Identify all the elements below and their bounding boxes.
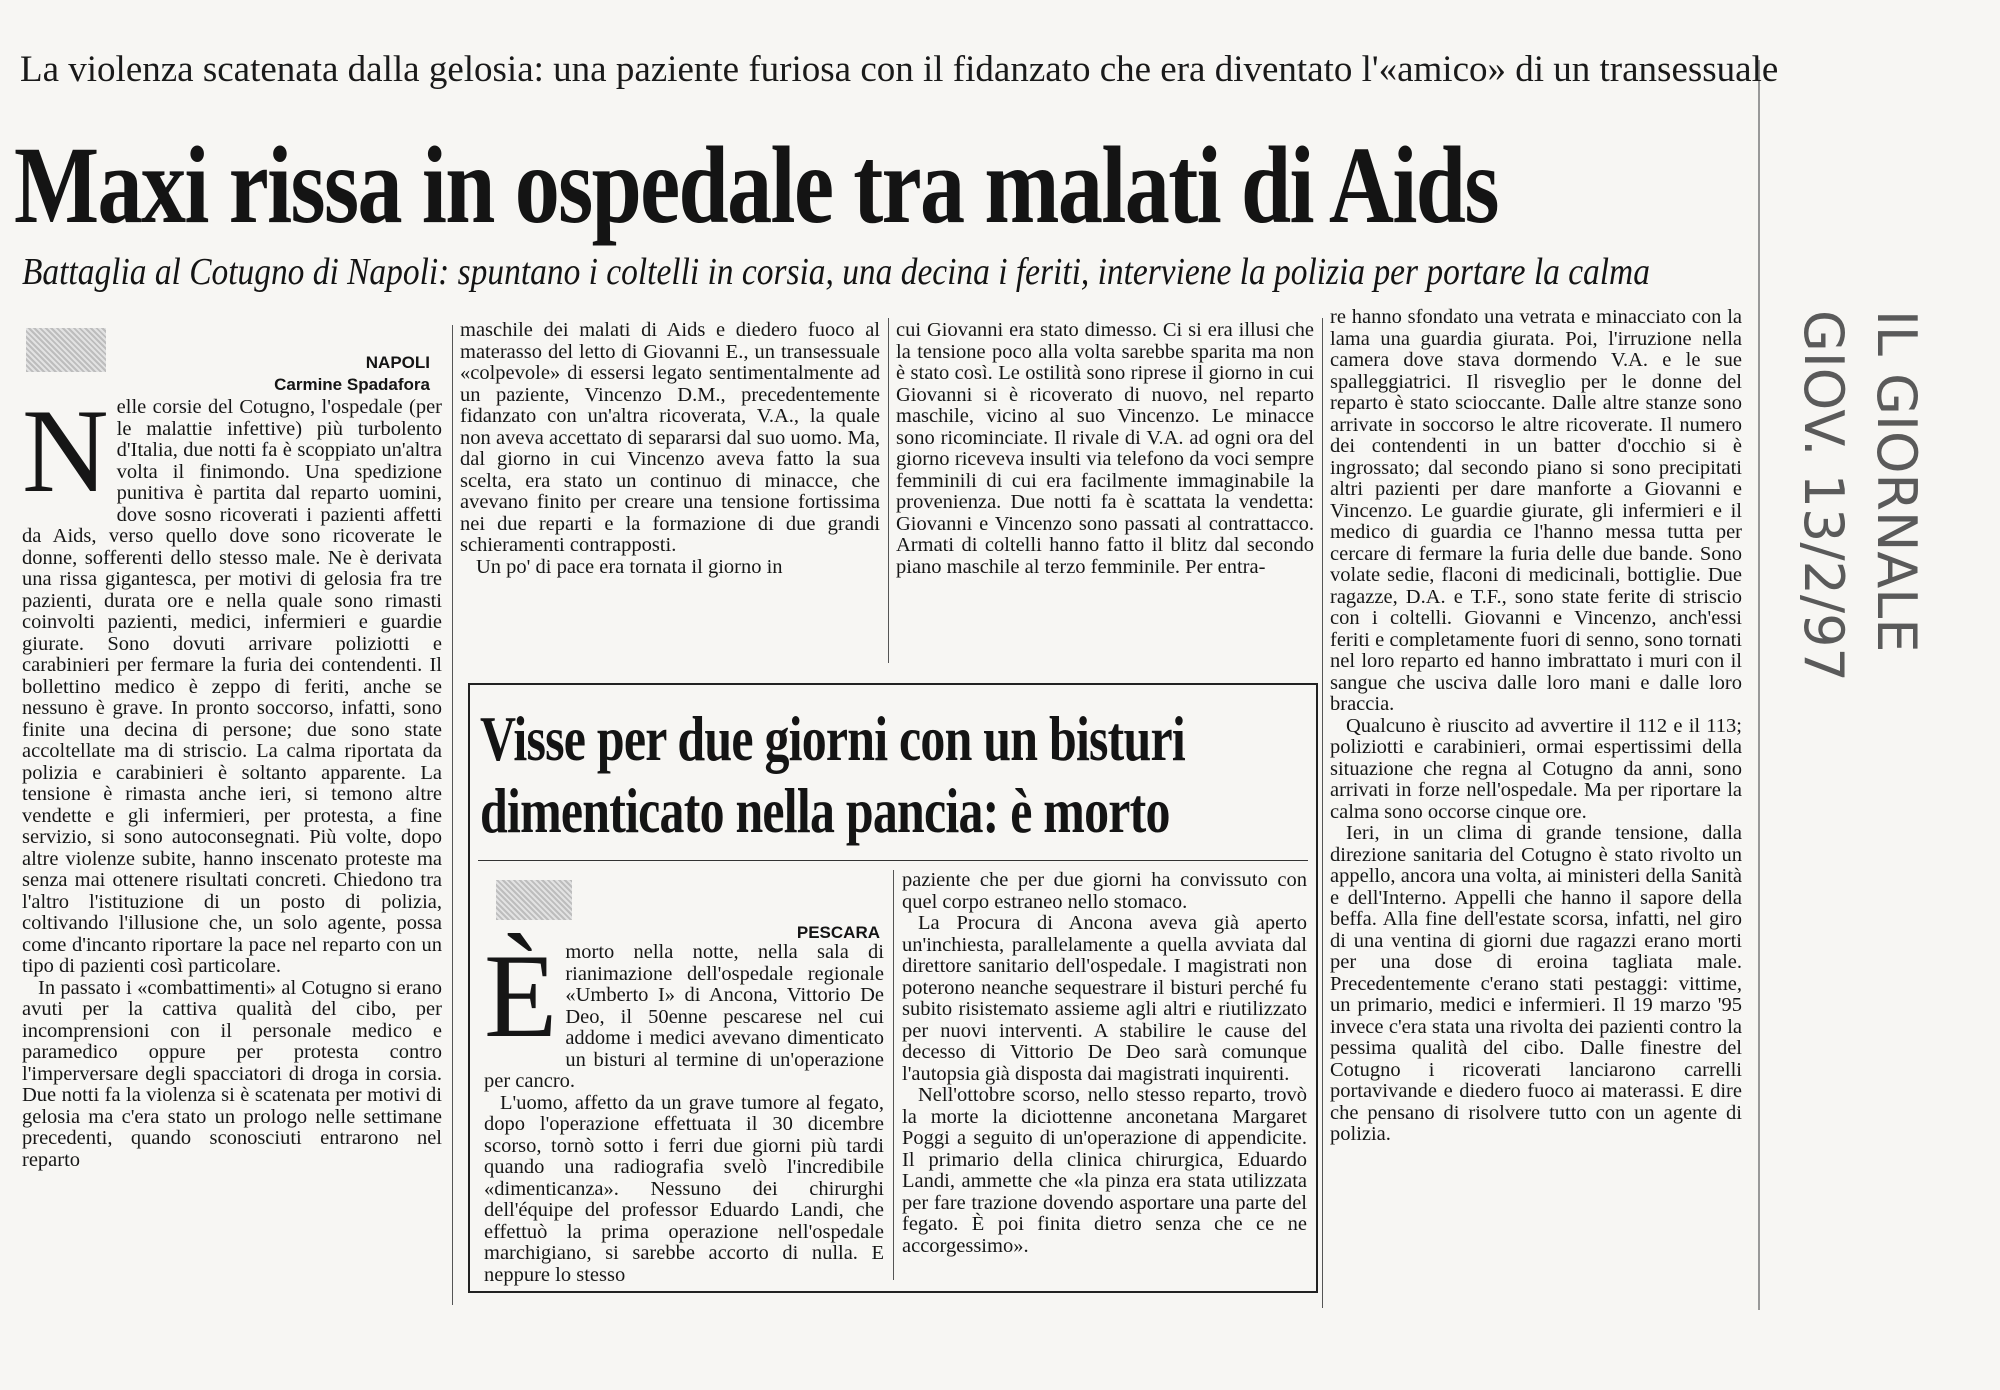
column-divider-1 xyxy=(452,325,453,1305)
article-dropcap: N xyxy=(22,384,109,517)
article-kicker: La violenza scatenata dalla gelosia: una paziente furiosa con il fidanzato che era diventato l'«amico» di un transessuale xyxy=(20,49,1779,90)
article-col2-paragraph-1: maschile dei malati di Aids e diedero fuoco al materasso del letto di Giovanni E., un transessuale «colpevole» di essersi legato sentimentalmente ad un paziente, Vincenzo D.M., precedentemente fidanzato con un'altra ricoverata, V.A., la quale non aveva accettato di separarsi dal suo uomo. Ma, dal giorno in cui Vincenzo aveva fatto la sua scelta, era stato un continuo di minacce, che avevano finito per creare una tensione fortissima nei due reparti e la formazione di due grandi schieramenti contrapposti. xyxy=(460,320,880,556)
boxed-col-a-paragraph-2: L'uomo, affetto da un grave tumore al fegato, dopo l'operazione effettuata il 30 dicembre scorso, tornò sotto i ferri due giorni più tardi quando una radiografia svelò l'incredibile «dimenticanza». Nessuno dei chirurghi dell'équipe del professor Eduardo Landi, che effettuò la prima operazione nell'ospedale marchigiano, si sarebbe accorto di nulla. E neppure lo stesso xyxy=(484,1091,884,1286)
article-col1-lead: elle corsie del Cotugno, l'ospedale (per le malattie infettive) più turbolento d'Italia, due notti fa è scoppiato un'altra volta il finimondo. Una spedizione punitiva è partita dal reparto uomini, dove sosno ricoverati i pazienti affetti da Aids, verso quello dove sono ricoverate le donne, sofferenti dello stesso male. Ne è derivata una rissa gigantesca, per motivi di gelosia fra tre pazienti, durata ore e nella quale sono rimasti coinvolti pazienti, medici, infermieri e guardie giurate. Sono dovuti arrivare poliziotti e carabinieri per fermare la furia dei contendenti. Il bollettino medico è zeppo di feriti, anche se nessuno è grave. In pronto soccorso, infatti, sono finite una decina di persone; due sono state accoltellate ma di striscio. La calma riportata da polizia e carabinieri è soltanto apparente. La tensione è rimasta anche ieri, si temono altre vendette e gli infermieri, per protesta, a fine servizio, si sono autoconsegnati. Più volte, dopo altre violenze subite, hanno inscenato proteste ma senza mai ottenere risultati concreti. Chiedono tra l'altro l'istituzione di un posto di polizia, coltivando l'illusione che, un solo agente, possa come d'incanto riportare la pace nel reparto con un tipo di pazienti così particolare. xyxy=(22,396,442,977)
boxed-column-divider xyxy=(893,870,894,1280)
boxed-col-b-paragraph-2: La Procura di Ancona aveva già aperto un'inchiesta, parallelamente a quella avviata dal direttore sanitario dell'ospedale. I magistrati non poterono neanche sequestrare il bisturi perché fu subito risistemato assieme agli altri e riutilizzato per nuovi interventi. A stabilire le cause del decesso di Vittorio De Deo sarà comunque l'autopsia già disposta dai magistrati inquirenti. xyxy=(902,912,1307,1085)
article-author: Carmine Spadafora xyxy=(274,375,430,394)
article-column-4 xyxy=(1330,307,1742,1307)
boxed-col-b-paragraph-1: paziente che per due giorni ha convissuto con quel corpo estraneo nello stomaco. xyxy=(902,870,1307,913)
boxed-article-column-b xyxy=(902,870,1307,1285)
article-col1-paragraph-2: In passato i «combattimenti» al Cotugno si erano avuti per la cattiva qualità del cibo, per incomprensioni con il personale medico e paramedico oppure per protesta contro l'imperversare degli spacciatori di droga in corsia. Due notti fa la violenza si è scatenata per motivi di gelosia ma c'era stato un prologo nelle settimane precedenti, quando sconosciuti entrarono nel reparto xyxy=(22,976,442,1171)
boxed-article-dateline: PESCARA xyxy=(796,923,880,942)
boxed-article-rule xyxy=(478,860,1308,861)
column-divider-2 xyxy=(888,318,889,663)
boxed-article-headline xyxy=(480,703,1185,847)
article-subhead: Battaglia al Cotugno di Napoli: spuntano i coltelli in corsia, una decina i feriti, interviene la polizia per portare la calma xyxy=(22,251,1650,293)
article-headline: Maxi rissa in ospedale tra malati di Aids xyxy=(14,124,1498,246)
boxed-headline-line-2: dimenticato nella pancia: è morto xyxy=(480,775,1170,846)
article-col2-paragraph-2: Un po' di pace era tornata il giorno in xyxy=(476,555,783,578)
article-col3-paragraph-1: cui Giovanni era stato dimesso. Ci si era illusi che la tensione poco alla volta sarebbe sparita ma non è stato così. Le ostilità sono riprese il giorno in cui Giovanni si è ricoverato di nuovo, nel reparto maschile, vicino al suo Vincenzo. Le minacce sono ricominciate. Il rivale di V.A. ad ogni ora del giorno riceveva insulti via telefono da voci sempre femminili di cui era facilmente immaginabile la provenienza. Due notti fa è scattata la vendetta: Giovanni e Vincenzo sono passati al contrattacco. Armati di coltelli hanno fatto il blitz dal secondo piano maschile al terzo femminile. Per entra- xyxy=(896,320,1314,578)
article-column-3 xyxy=(896,320,1314,665)
column-divider-3 xyxy=(1322,318,1323,1308)
article-col4-paragraph-3: Ieri, in un clima di grande tensione, dalla direzione sanitaria del Cotugno è stato rivolto un appello, ancora una volta, ai ministeri della Sanità e dell'Interno. Appelli che hanno il sapore della beffa. Alla fine dell'estate scorsa, infatti, nel giro di una ventina di giorni due ragazzi erano morti per una dose di eroina tagliata male. Precedentemente c'erano stati pestaggi: vittime, un primario, medici e infermieri. Il 19 marzo '95 invece c'era stata una rivolta dei pazienti contro la pessima qualità del cibo. Dalle finestre del Cotugno i ricoverati lanciarono carrelli portavivande e diedero fuoco ai materassi. E dire che pensano di risolvere tutto con un agente di polizia. xyxy=(1330,822,1742,1145)
boxed-col-b-paragraph-3: Nell'ottobre scorso, nello stesso reparto, trovò la morte la diciottenne anconetana Margaret Poggi a seguito di un'operazione di appendicite. Il primario della clinica chirurgica, Eduardo Landi, ammette che «la pinza era stata utilizzata per fare trazione dovendo asportare una parte del fegato. È poi finita dietro senza che ce ne accorgessimo». xyxy=(902,1084,1307,1257)
boxed-article-column-a xyxy=(484,880,884,1290)
article-col4-paragraph-1: re hanno sfondato una vetrata e minacciato con la lama una guardia giurata. Poi, l'irruzione nella camera dove stava dormendo V.A. e le sue spalleggiatrici. Il risveglio per le donne del reparto è stato scioccante. Dalle altre stanze sono arrivate in soccorso le altre ricoverate. Il numero dei contendenti in un batter d'occhio si è ingrossato; dal secondo piano si sono precipitati altri pazienti per dare manforte a Giovanni e Vincenzo. Le guardie giurate, gli infermieri e il medico di guardia ce l'hanno messa tutta per cercare di fermare la furia delle due bande. Sono volate sedie, flaconi di medicinali, bottiglie. Due ragazze, D.A. e T.F., sono state ferite di striscio con i coltelli. Giovanni e Vincenzo, anch'essi feriti e completamente fuori di senno, sono tornati nel loro reparto ed hanno imbrattato i muri con il sangue che usciva dalle loro mani e dalle loro braccia. xyxy=(1330,307,1742,715)
boxed-headline-line-1: Visse per due giorni con un bisturi xyxy=(480,703,1185,774)
article-column-2 xyxy=(460,320,880,665)
article-col4-paragraph-2: Qualcuno è riuscito ad avvertire il 112 e il 113; poliziotti e carabinieri, ormai espertissimi della situazione che regna al Cotugno da anni, sono arrivati in forze nell'ospedale. Ma per riportare la calma sono occorse cinque ore. xyxy=(1330,714,1742,823)
handwritten-note-line-1: IL GIORNALE xyxy=(1865,310,1928,653)
handwritten-note-line-2: GIOV. 13/2/97 xyxy=(1792,310,1855,682)
article-dateline: NAPOLI xyxy=(365,353,430,372)
boxed-col-a-paragraph-1: morto nella notte, nella sala di rianimazione dell'ospedale regionale «Umberto I» di Ancona, Vittorio De Deo, il 50enne pescarese nel cui addome i medici avevano dimenticato un bisturi al termine di un'operazione per cancro. xyxy=(484,941,884,1092)
article-column-1 xyxy=(22,345,442,1305)
page-edge-line xyxy=(1758,60,1760,1310)
boxed-article-dropcap: È xyxy=(484,929,558,1062)
